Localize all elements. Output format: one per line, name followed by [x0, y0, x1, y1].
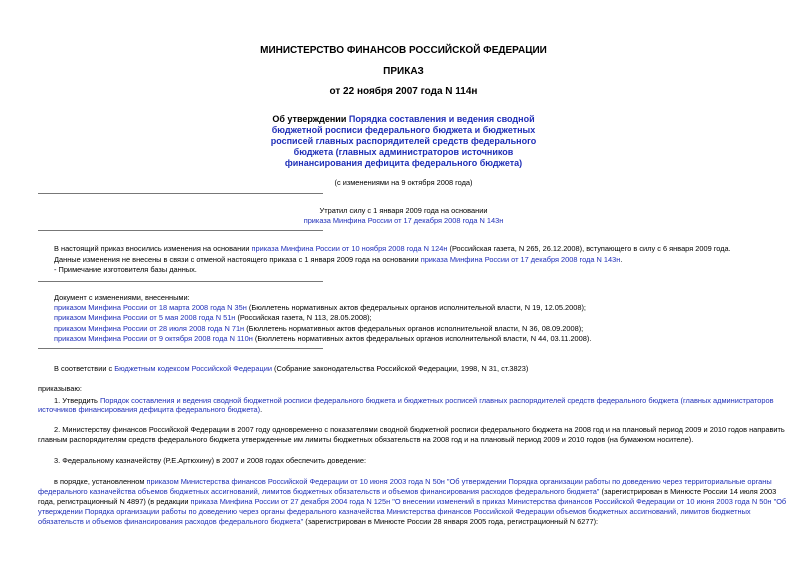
preamble	[54, 364, 528, 373]
preamble-text: В соответствии с	[54, 364, 113, 373]
clause-2-cont: главным распорядителям средств федерального бюджета утвержденные им лимиты бюджетных обязательств на 2008 год и на плановый период 2009 и 2010 годов (на бумажном носителе).	[38, 435, 694, 444]
clause-text: 1. Утвердить	[54, 396, 98, 405]
divider	[38, 230, 323, 231]
changes-item	[54, 313, 372, 322]
changes-item-link[interactable]: приказом Минфина России от 18 марта 2008 года N 35н	[54, 303, 247, 312]
title-line-1	[0, 114, 807, 125]
title-link[interactable]: финансирования дефицита федерального бюджета)	[284, 158, 523, 168]
changes-item-link[interactable]: приказом Минфина России от 5 мая 2008 года N 51н	[54, 313, 236, 322]
clause-text: (зарегистрирован в Минюсте России 14 июля 2003	[601, 487, 777, 496]
clause-1-cont	[38, 405, 262, 414]
changes-item-link[interactable]: приказом Минфина России от 9 октября 2008 года N 110н	[54, 334, 253, 343]
changes-item-text: (Бюллетень нормативных актов федеральных органов исполнительной власти, N 19, 12.05.2008);	[248, 303, 586, 312]
clause-3-sub	[54, 477, 772, 486]
divider	[38, 348, 323, 349]
procedure-link[interactable]: источников финансирования дефицита федерального бюджета)	[38, 405, 261, 414]
changes-item	[54, 324, 583, 333]
clause-3: 3. Федеральному казначейству (Р.Е.Артюхину) в 2007 и 2008 годах обеспечить доведение:	[54, 456, 367, 465]
editor-note-text: В настоящий приказ вносились изменения на основании	[54, 244, 250, 253]
order-125n-link[interactable]: обязательств и объемов финансирования расходов федерального бюджета"	[38, 517, 304, 526]
divider	[38, 281, 323, 282]
changes-item-link[interactable]: приказом Минфина России от 28 июля 2008 года N 71н	[54, 324, 245, 333]
editor-note-link[interactable]: приказа Минфина России от 10 ноября 2008 года N 124н	[251, 244, 448, 253]
changes-item	[54, 334, 591, 343]
amendment-note: (с изменениями на 9 октября 2008 года)	[334, 178, 473, 187]
clause-3-sub-cont	[38, 487, 776, 496]
editor-note-link[interactable]: приказа Минфина России от 17 декабря 2008 года N 143н	[420, 255, 621, 264]
changes-heading: Документ с изменениями, внесенными:	[54, 293, 190, 302]
order-125n-link[interactable]: утверждении Порядка организации работы по доведению через органы федерального казначейства Министерства финансов Российской Федерации объемов бюджетных ассигнований, лимитов бюджетных	[38, 507, 751, 516]
clause-text: в порядке, установленном	[54, 477, 145, 486]
title-link[interactable]: Порядка составления и ведения сводной	[348, 114, 535, 124]
editor-note-text: Данные изменения не внесены в связи с отменой настоящего приказа с 1 января 2009 года на основании	[54, 255, 419, 264]
changes-item-text: (Бюллетень нормативных актов федеральных органов исполнительной власти, N 44, 03.11.2008).	[254, 334, 592, 343]
preamble-text: (Собрание законодательства Российской Федерации, 1998, N 31, ст.3823)	[274, 364, 529, 373]
order-50n-link[interactable]: приказом Министерства финансов Российской Федерации от 10 июня 2003 года N 50н "Об утверждении Порядка организации работы по доведению через территориальные органы	[146, 477, 772, 486]
clause-1	[54, 396, 774, 405]
editor-note-line	[54, 244, 731, 253]
clause-text: года, регистрационный N 4897) (в редакции	[38, 497, 189, 506]
editor-note-text: (Российская газета, N 265, 26.12.2008), вступающего в силу с 6 января 2009 года.	[449, 244, 731, 253]
clause-3-sub-cont	[38, 517, 598, 526]
document-date-number: от 22 ноября 2007 года N 114н	[329, 86, 478, 97]
clause-3-sub-cont	[38, 497, 786, 506]
changes-item-text: (Бюллетень нормативных актов федеральных органов исполнительной власти, N 36, 08.09.2008);	[246, 324, 584, 333]
clause-2: 2. Министерству финансов Российской Федерации в 2007 году одновременно с показателями сводной бюджетной росписи федерального бюджета на 2008 год и на плановый период 2009 и 2010 годов направить	[54, 425, 785, 434]
changes-item-text: (Российская газета, N 113, 28.05.2008);	[237, 313, 372, 322]
expired-link[interactable]: приказа Минфина России от 17 декабря 2008 года N 143н	[303, 216, 504, 225]
procedure-link[interactable]: Порядок составления и ведения сводной бюджетной росписи федерального бюджета и бюджетных росписей главных распорядителей средств федерального бюджета (главных администраторов	[99, 396, 774, 405]
order-125n-link[interactable]: приказа Минфина России от 27 декабря 2004 года N 125н "О внесении изменений в приказ Министерства финансов Российской Федерации от 10 июня 2003 года N 50н "Об	[190, 497, 787, 506]
title-link[interactable]: бюджета (главных администраторов источников	[293, 147, 514, 157]
ministry-heading: МИНИСТЕРСТВО ФИНАНСОВ РОССИЙСКОЙ ФЕДЕРАЦИИ	[260, 45, 547, 56]
editor-note-line	[54, 255, 622, 264]
clause-text: .	[260, 405, 263, 414]
order-50n-link[interactable]: федерального казначейства объемов бюджетных ассигнований, лимитов бюджетных обязательств и объемов финансирования расходов федерального бюджета"	[38, 487, 600, 496]
title-prefix: Об утверждении	[272, 114, 347, 124]
budget-code-link[interactable]: Бюджетным кодексом Российской Федерации	[114, 364, 272, 373]
document-type: ПРИКАЗ	[383, 66, 424, 77]
expired-text: Утратил силу с 1 января 2009 года на основании	[319, 206, 488, 215]
title-link[interactable]: росписей главных распорядителей средств федерального	[270, 136, 537, 146]
order-word: приказываю:	[38, 384, 82, 393]
editor-note-line: - Примечание изготовителя базы данных.	[54, 265, 197, 274]
title-link[interactable]: бюджетной росписи федерального бюджета и бюджетных	[271, 125, 536, 135]
changes-item	[54, 303, 586, 312]
divider	[38, 193, 323, 194]
clause-text: (зарегистрирован в Минюсте России 28 января 2005 года, регистрационный N 6277):	[305, 517, 599, 526]
editor-note-text: .	[620, 255, 623, 264]
